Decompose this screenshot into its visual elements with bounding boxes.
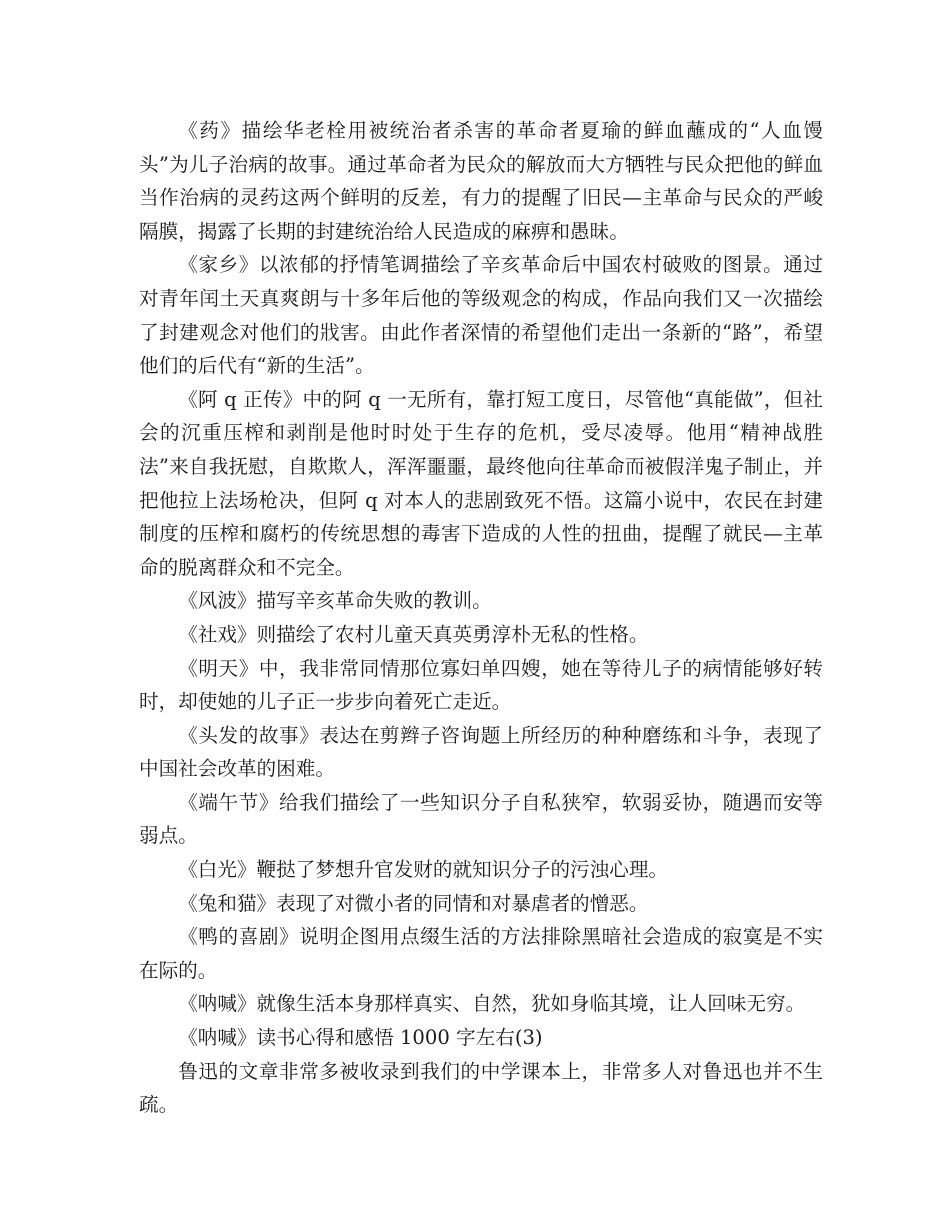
paragraph-jiaxiang: 《家乡》以浓郁的抒情笔调描绘了辛亥革命后中国农村破败的图景。通过对青年闰土天真爽朗与十多年后他的等级观念的构成，作品向我们又一次描绘了封建观念对他们的戕害。由此作者深情的希望他们走出一条新的“路”，希望他们的后代有“新的生活”。 [139,253,823,378]
paragraph-yadexiju: 《鸭的喜剧》说明企图用点缀生活的方法排除黑暗社会造成的寂寞是不实在际的。 [139,925,823,982]
paragraph-toufa: 《头发的故事》表达在剪辫子咨询题上所经历的种种磨练和斗争，表现了中国社会改革的困难。 [139,723,823,781]
paragraph-yao: 《药》描绘华老栓用被统治者杀害的革命者夏瑜的鲜血蘸成的“人血馒头”为儿子治病的故事。通过革命者为民众的解放而大方牺牲与民众把他的鲜血当作治病的灵药这两个鲜明的反差，有力的提醒了旧民—主革命与民众的严峻隔膜，揭露了长期的封建统治给人民造成的麻痹和愚昧。 [139,119,823,243]
document-body [139,114,823,1122]
paragraph-ahq: 《阿 q 正传》中的阿 q 一无所有，靠打短工度日，尽管他“真能做”，但社会的沉重压榨和剥削是他时时处于生存的危机，受尽凌辱。他用“精神战胜法”来自我抚慰，自欺欺人，浑浑噩噩，最终他向往革命而被假洋鬼子制止，并把他拉上法场枪决，但阿 q 对本人的悲剧致死不悟。这篇小说中，农民在封建制度的压榨和腐朽的传统思想的毒害下造成的人性的扭曲，提醒了就民—主革命的脱离群众和不完全。 [139,387,823,579]
section-heading: 《呐喊》读书心得和感悟 1000 字左右(3) [178,1026,543,1050]
paragraph-shexi: 《社戏》则描绘了农村儿童天真英勇淳朴无私的性格。 [178,622,649,646]
paragraph-mingtian: 《明天》中，我非常同情那位寡妇单四嫂，她在等待儿子的病情能够好转时，却使她的儿子正一步步向着死亡走近。 [139,656,823,714]
paragraph-baiguang: 《白光》鞭挞了梦想升官发财的就知识分子的污浊心理。 [178,858,669,882]
paragraph-fengbo: 《风波》描写辛亥革命失败的教训。 [178,589,492,613]
paragraph-duanwu: 《端午节》给我们描绘了一些知识分子自私狭窄，软弱妥协，随遇而安等弱点。 [139,790,823,848]
paragraph-luxun-intro: 鲁迅的文章非常多被收录到我们的中学课本上，非常多人对鲁迅也并不生疏。 [139,1059,823,1117]
paragraph-nahan-summary: 《呐喊》就像生活本身那样真实、自然，犹如身临其境，让人回味无穷。 [178,992,806,1016]
paragraph-tuhemao: 《兔和猫》表现了对微小者的同情和对暴虐者的憎恶。 [178,891,649,915]
